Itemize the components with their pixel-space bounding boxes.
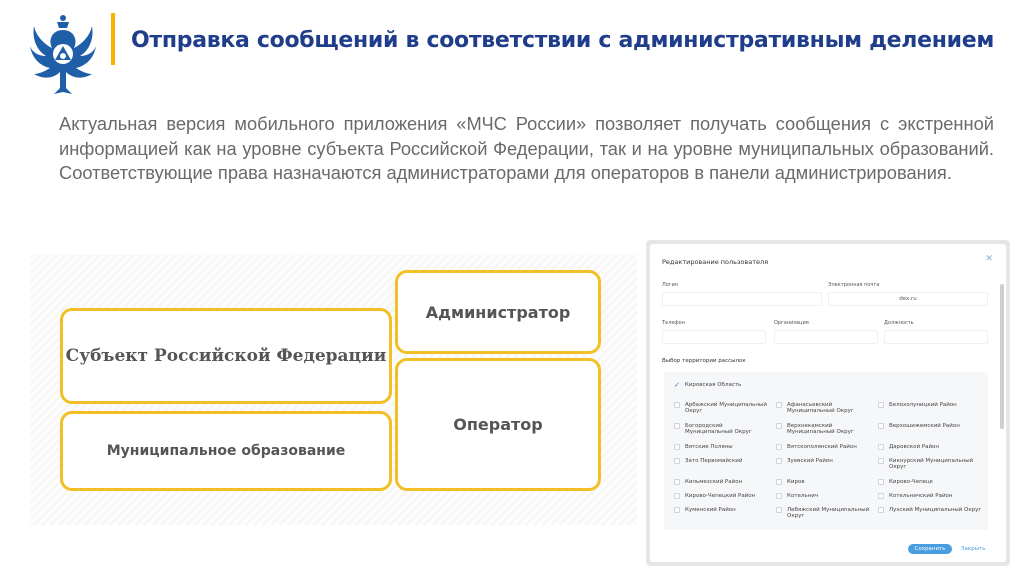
district-checkbox[interactable]: Даровской Район (878, 444, 984, 450)
district-checkbox[interactable]: Зуевский Район (776, 458, 872, 464)
login-label: Логин (662, 282, 678, 288)
district-checkbox[interactable]: Арбажский Муниципальный Округ (674, 402, 770, 415)
district-checkbox[interactable]: Кикнурский Муниципальный Округ (878, 458, 984, 471)
close-button[interactable]: Закрыть (961, 546, 986, 552)
district-checkbox[interactable]: Вятские Поляны (674, 444, 770, 450)
edit-user-modal (650, 244, 1006, 562)
district-checkbox[interactable]: Кирово-Чепецкий Район (674, 493, 770, 499)
close-icon[interactable]: ✕ (985, 254, 993, 264)
checkmark-icon: ✓ (674, 381, 680, 389)
phone-label: Телефон (662, 320, 686, 326)
organization-input[interactable] (774, 330, 878, 344)
mchs-emblem-icon (30, 14, 96, 96)
district-checkbox[interactable]: Афанасьевский Муниципальный Округ (776, 402, 872, 415)
district-checkbox[interactable]: Кильмезский Район (674, 479, 770, 485)
subject-label: Субъект Российской Федерации (65, 346, 387, 366)
organization-label: Организация (774, 320, 809, 326)
modal-scrollbar[interactable] (1000, 284, 1004, 429)
page-title: Отправка сообщений в соответствии с административным делением (131, 28, 995, 53)
operator-box (395, 358, 601, 491)
district-checkbox[interactable]: Вятскополянский Район (776, 444, 872, 450)
position-input[interactable] (884, 330, 988, 344)
save-button[interactable]: Сохранить (908, 544, 952, 554)
district-checkbox[interactable]: Богородский Муниципальный Округ (674, 423, 770, 436)
district-checkbox[interactable]: Куменский Район (674, 507, 770, 513)
territory-section-label: Выбор территории рассылок (662, 358, 746, 364)
municipality-box (60, 411, 392, 491)
district-checkbox[interactable]: Верхошижемский Район (878, 423, 984, 429)
phone-input[interactable] (662, 330, 766, 344)
email-input[interactable]: dex.ru (828, 292, 988, 306)
operator-label: Оператор (453, 415, 543, 434)
subject-box (60, 308, 392, 404)
district-checkbox[interactable]: Кирово-Чепецк (878, 479, 984, 485)
title-accent-bar (111, 13, 115, 65)
municipality-label: Муниципальное образование (106, 443, 346, 459)
position-label: Должность (884, 320, 914, 326)
district-checkbox[interactable]: Зато Первомайский (674, 458, 770, 464)
modal-title: Редактирование пользователя (662, 258, 769, 266)
administrator-box (395, 270, 601, 354)
intro-paragraph: Актуальная версия мобильного приложения «МЧС России» позволяет получать сообщения с экстренной информацией как на уровне субъекта Российской Федерации, так и на уровне муниципальных образований. Соответствующие права назначаются администраторами для операторов в панели администрирования. (59, 113, 994, 183)
administrator-label: Администратор (425, 302, 571, 322)
login-input[interactable] (662, 292, 822, 306)
email-label: Электронная почта (828, 282, 880, 288)
district-checkbox[interactable]: Киров (776, 479, 872, 485)
district-checkbox[interactable]: Верхнекамский Муниципальный Округ (776, 423, 872, 436)
district-checkbox[interactable]: Белохолуницкий Район (878, 402, 984, 408)
district-checkbox[interactable]: Лузский Муниципальный Округ (878, 507, 984, 513)
district-checkbox[interactable]: Котельнич (776, 493, 872, 499)
region-label: Кировская Область (684, 382, 742, 388)
district-checkbox[interactable]: Котельничский Район (878, 493, 984, 499)
region-checkbox[interactable] (674, 382, 741, 388)
district-checkbox[interactable]: Лебяжский Муниципальный Округ (776, 507, 872, 520)
